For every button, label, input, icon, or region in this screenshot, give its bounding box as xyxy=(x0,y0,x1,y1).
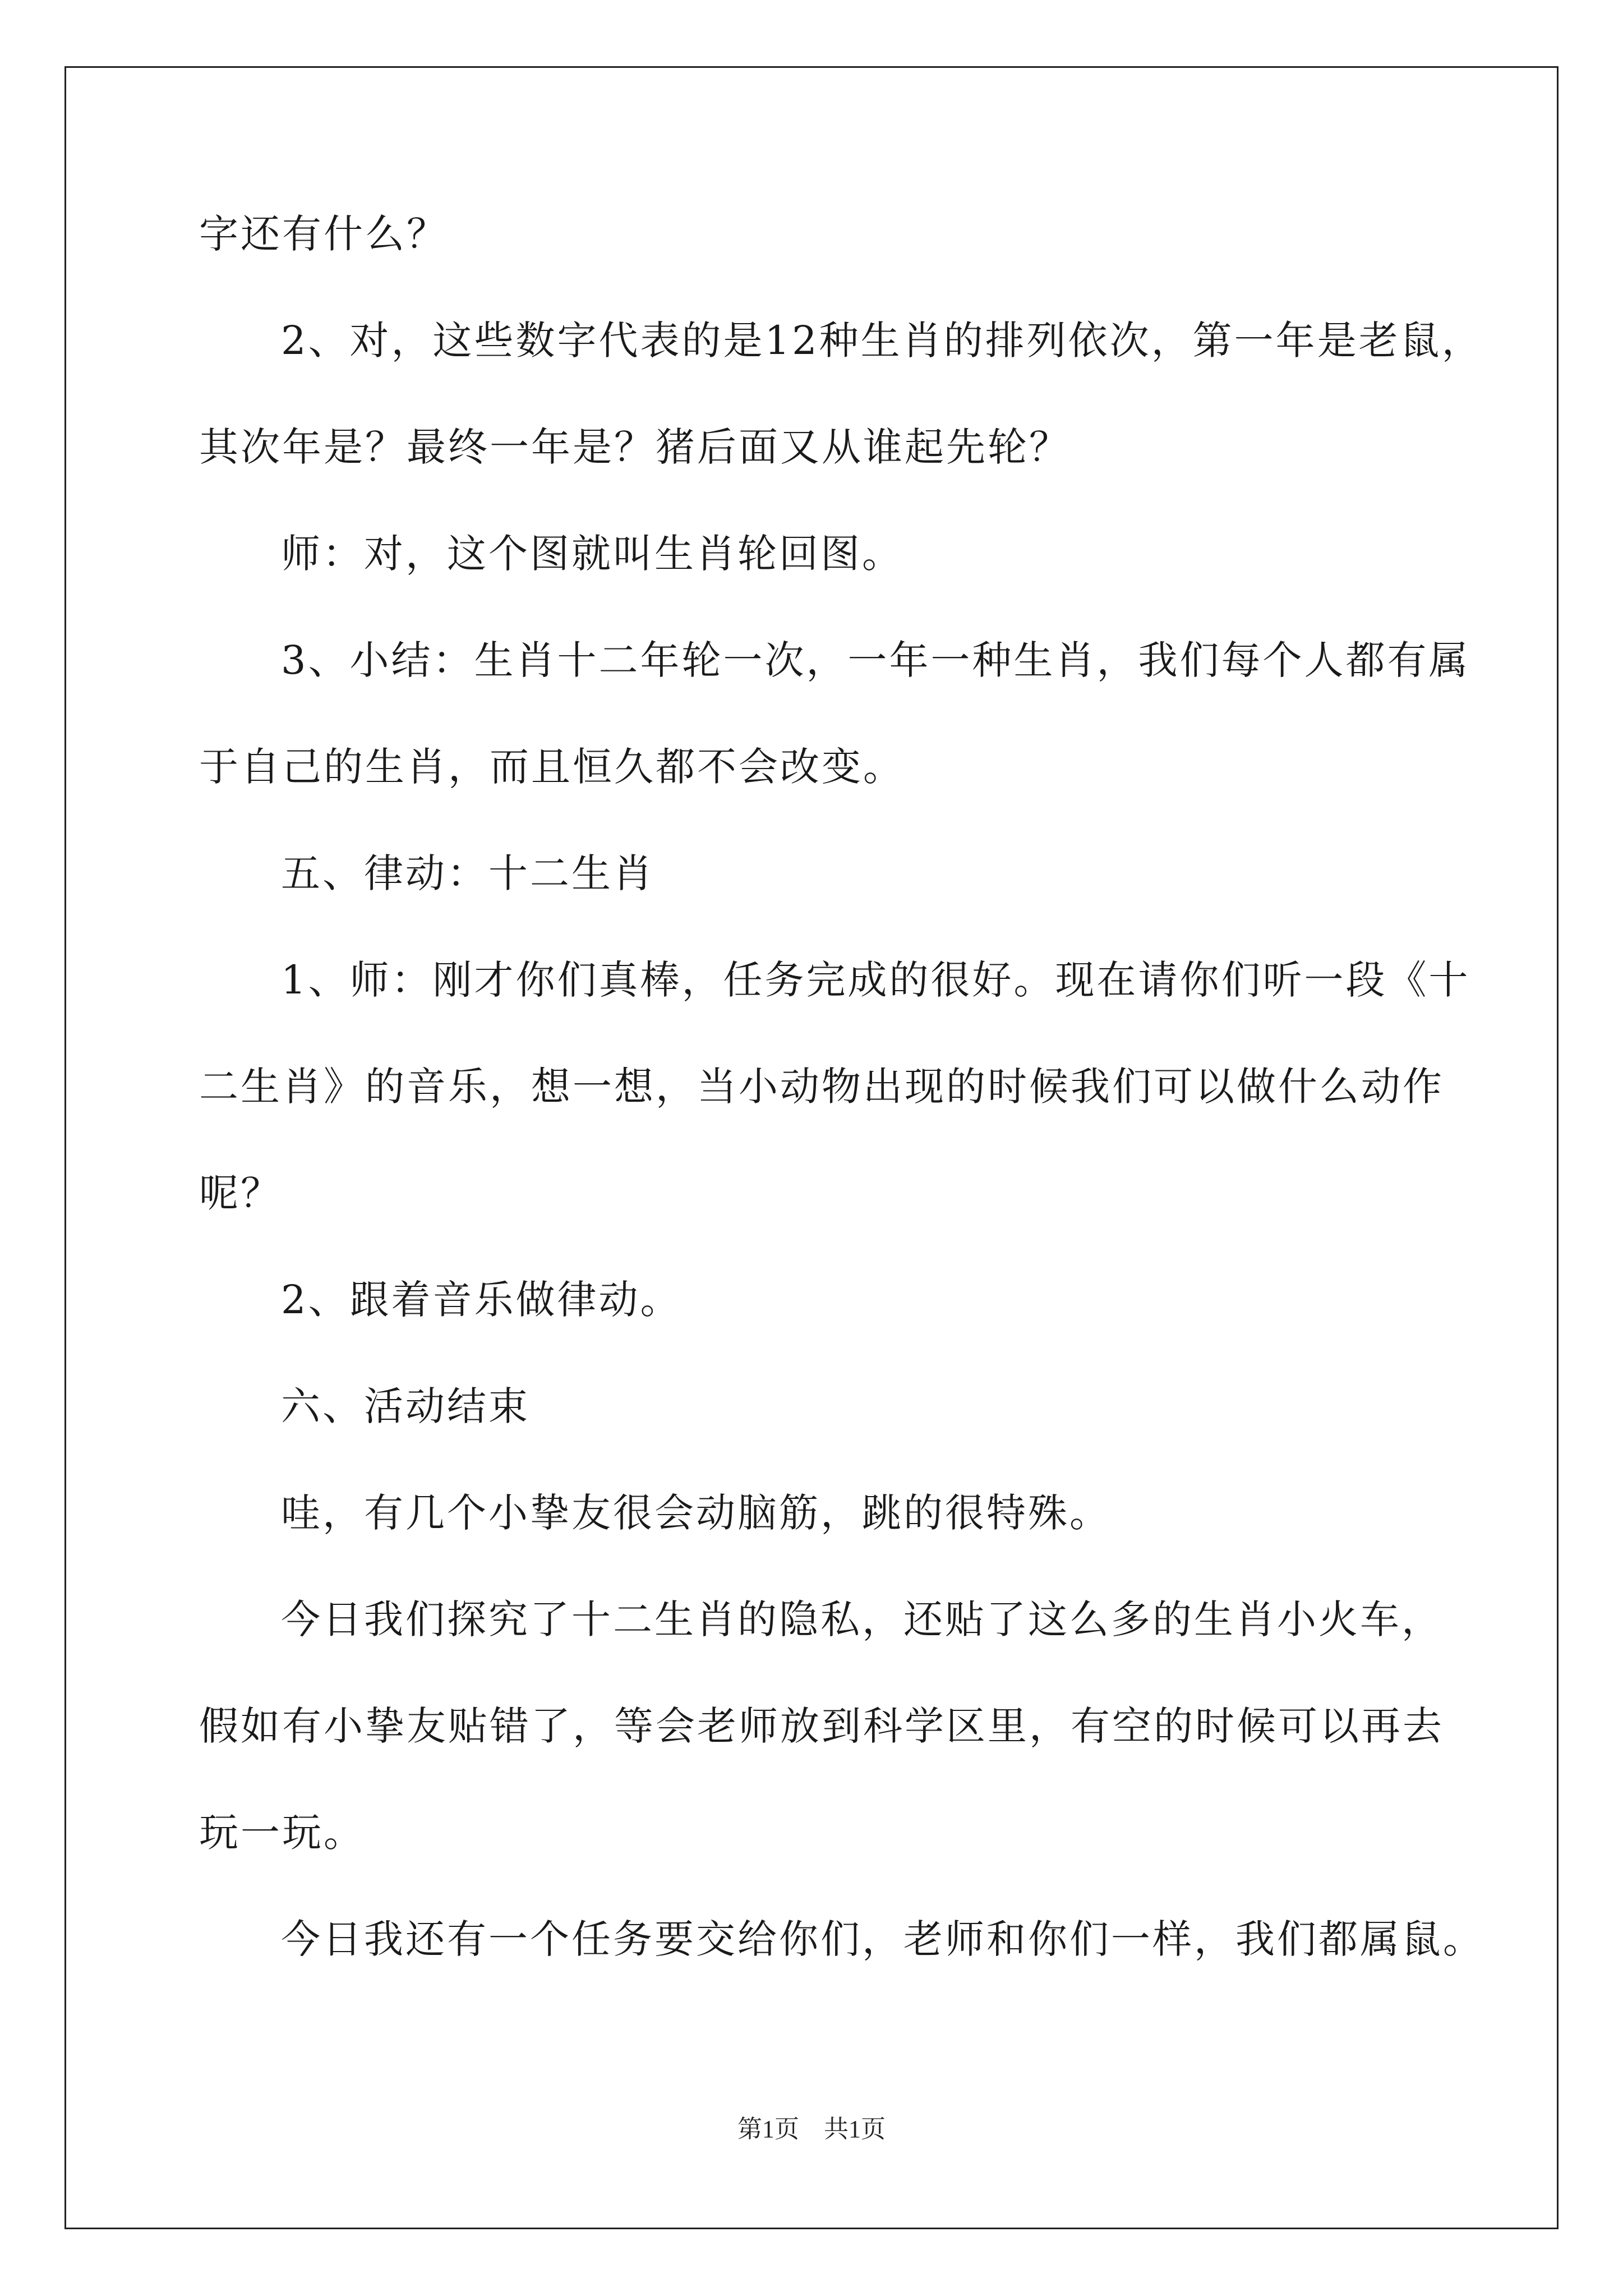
text-line: 其次年是？最终一年是？猪后面又从谁起先轮？ xyxy=(199,424,1071,470)
text-line: 六、活动结束 xyxy=(281,1383,530,1429)
text-line: 今日我们探究了十二生肖的隐私，还贴了这么多的生肖小火车， xyxy=(281,1596,1443,1642)
text-line: 哇，有几个小挚友很会动脑筋，跳的很特殊。 xyxy=(281,1490,1111,1536)
page-border xyxy=(64,66,1559,2229)
text-line: 假如有小挚友贴错了，等会老师放到科学区里，有空的时候可以再去 xyxy=(199,1703,1444,1749)
text-line: 1、师：刚才你们真棒，任务完成的很好。现在请你们听一段《十 xyxy=(281,957,1470,1003)
page-number-footer: 第1页 共1页 xyxy=(737,2115,886,2143)
text-line: 今日我还有一个任务要交给你们，老师和你们一样，我们都属鼠。 xyxy=(281,1916,1484,1962)
text-line: 3、小结：生肖十二年轮一次，一年一种生肖，我们每个人都有属 xyxy=(281,637,1470,683)
text-line: 五、律动：十二生肖 xyxy=(281,850,654,896)
text-line: 2、对，这些数字代表的是12种生肖的排列依次，第一年是老鼠， xyxy=(281,318,1483,364)
text-line: 字还有什么？ xyxy=(199,211,448,257)
text-line: 师：对，这个图就叫生肖轮回图。 xyxy=(281,531,903,577)
text-line: 于自己的生肖，而且恒久都不会改变。 xyxy=(199,744,905,790)
text-line: 2、跟着音乐做律动。 xyxy=(281,1277,682,1323)
text-line: 呢？ xyxy=(199,1170,282,1216)
text-line: 玩一玩。 xyxy=(199,1810,365,1856)
text-line: 二生肖》的音乐，想一想，当小动物出现的时候我们可以做什么动作 xyxy=(199,1064,1444,1110)
